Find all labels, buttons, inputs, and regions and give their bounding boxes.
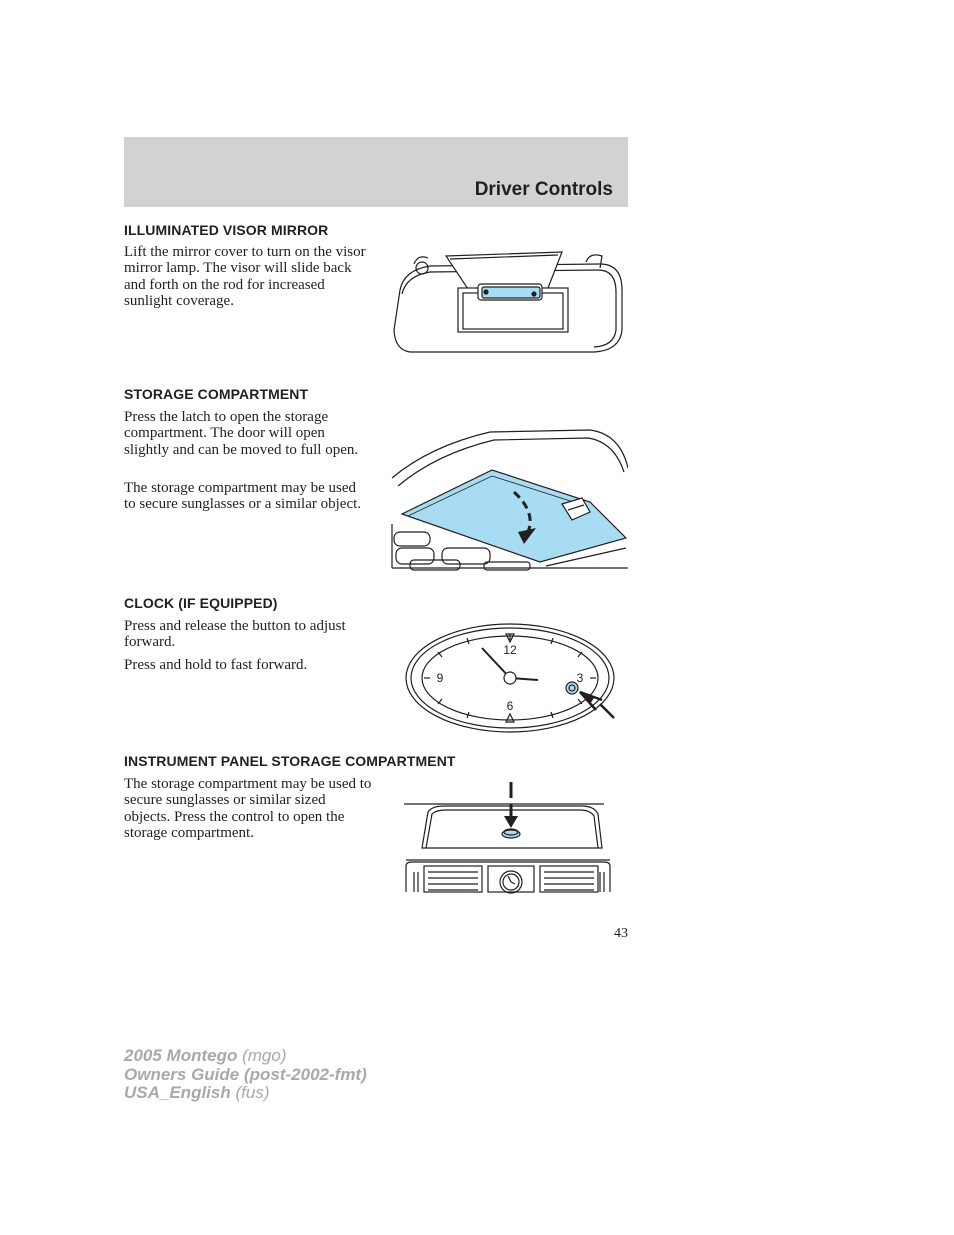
clock-numeral-3: 3 — [576, 671, 584, 685]
clock-numeral-12: 12 — [503, 643, 517, 657]
footer-model: 2005 Montego — [124, 1046, 238, 1065]
instrument-panel-storage-illustration — [404, 780, 614, 894]
footer — [124, 1047, 367, 1103]
footer-line-1 — [124, 1047, 367, 1066]
clock-numeral-6: 6 — [506, 699, 514, 713]
visor-mirror-paragraph: Lift the mirror cover to turn on the visor mirror lamp. The visor will slide back and forth on the rod for increased sunlight coverage. — [124, 244, 366, 310]
page-number: 43 — [614, 926, 628, 941]
section-heading-instrument-panel-storage: INSTRUMENT PANEL STORAGE COMPARTMENT — [124, 753, 456, 769]
footer-language: USA_English — [124, 1083, 231, 1102]
storage-compartment-illustration — [390, 428, 628, 572]
footer-line-2 — [124, 1066, 367, 1085]
section-heading-visor-mirror: ILLUMINATED VISOR MIRROR — [124, 222, 329, 238]
header-band — [124, 137, 628, 207]
storage-compartment-paragraph-2: The storage compartment may be used to secure sunglasses or a similar object. — [124, 480, 362, 513]
clock-paragraph-2: Press and hold to fast forward. — [124, 657, 308, 673]
page-title: Driver Controls — [474, 179, 613, 200]
section-heading-clock: CLOCK (IF EQUIPPED) — [124, 595, 278, 611]
clock-illustration — [404, 622, 618, 734]
footer-language-code: (fus) — [235, 1083, 270, 1102]
section-heading-storage-compartment: STORAGE COMPARTMENT — [124, 386, 309, 402]
clock-paragraph-1: Press and release the button to adjust forward. — [124, 618, 346, 651]
footer-model-code: (mgo) — [242, 1046, 287, 1065]
footer-guide: Owners Guide (post-2002-fmt) — [124, 1064, 367, 1084]
visor-mirror-illustration — [390, 250, 628, 358]
clock-numeral-9: 9 — [436, 671, 444, 685]
storage-compartment-paragraph-1: Press the latch to open the storage compartment. The door will open slightly and can be moved to full open. — [124, 409, 359, 458]
instrument-panel-storage-paragraph: The storage compartment may be used to secure sunglasses or similar sized objects. Press the control to open the storage compartment. — [124, 776, 372, 842]
footer-line-3 — [124, 1084, 367, 1103]
